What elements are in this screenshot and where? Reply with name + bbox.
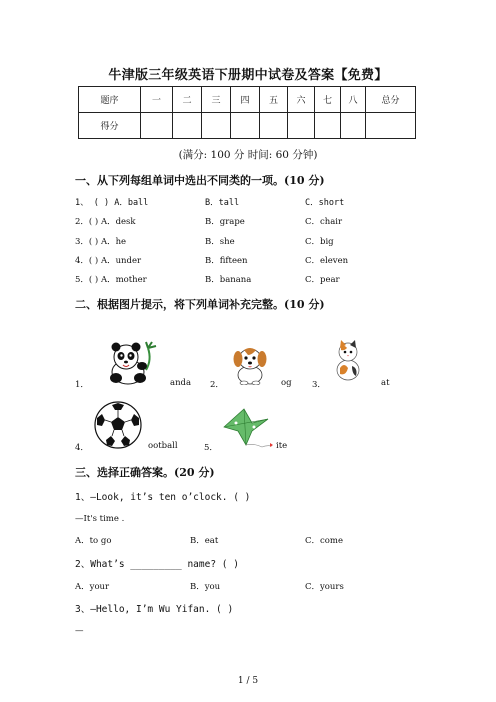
- row-label: 得分: [79, 113, 141, 139]
- page-title: 牛津版三年级英语下册期中试卷及答案【免费】: [108, 68, 388, 83]
- question-sub: —: [75, 626, 84, 636]
- header-cell: 题序: [79, 87, 141, 113]
- score-cell[interactable]: [288, 113, 315, 139]
- question: 1、—Look, it’s ten o’clock. ( ): [75, 492, 251, 503]
- pic-word: ootball: [148, 441, 178, 451]
- q5-option-b: B．banana: [205, 275, 252, 285]
- pic-num: 3．: [312, 380, 326, 390]
- option-a: A．to go: [75, 536, 112, 546]
- q4-option-a: 4．( ) A．under: [75, 256, 142, 266]
- pic-num: 4．: [75, 443, 89, 453]
- header-cell: 六: [288, 87, 315, 113]
- q5-option-a: 5．( ) A．mother: [75, 275, 147, 285]
- option-b: B．you: [190, 582, 221, 592]
- header-cell: 七: [315, 87, 341, 113]
- score-cell[interactable]: [315, 113, 341, 139]
- score-cell[interactable]: [341, 113, 366, 139]
- header-cell: 二: [173, 87, 202, 113]
- q5-option-c: C．pear: [305, 275, 340, 285]
- q1-option-b: B．tall: [205, 198, 240, 208]
- section-heading: 一、从下列每组单词中选出不同类的一项。(10 分): [75, 174, 325, 187]
- question: 2、What’s _________ name? ( ): [75, 559, 239, 570]
- score-header-row: [79, 87, 416, 113]
- header-cell: 一: [141, 87, 173, 113]
- question-sub: —It's time .: [75, 514, 125, 524]
- score-cell[interactable]: [202, 113, 231, 139]
- q1-option-a: 1、 ( ) A．ball: [75, 198, 149, 208]
- pic-num: 2．: [210, 380, 224, 390]
- score-table: [78, 86, 416, 139]
- dog-icon: [230, 343, 270, 385]
- page-number: 1 / 5: [237, 676, 259, 686]
- pic-num: 5．: [204, 443, 218, 453]
- score-cell[interactable]: [366, 113, 416, 139]
- pic-word: at: [381, 378, 390, 388]
- section-heading: 三、选择正确答案。(20 分): [75, 466, 215, 479]
- exam-meta: (满分: 100 分 时间: 60 分钟): [178, 149, 318, 161]
- header-cell: 八: [341, 87, 366, 113]
- pic-word: anda: [170, 378, 192, 388]
- option-b: B．eat: [190, 536, 219, 546]
- panda-icon: [102, 340, 160, 386]
- q3-option-b: B．she: [205, 237, 235, 247]
- kite-icon: [218, 405, 274, 449]
- header-cell: 总分: [366, 87, 416, 113]
- option-c: C．come: [305, 536, 343, 546]
- question: 3、—Hello, I’m Wu Yifan. ( ): [75, 604, 234, 615]
- pic-num: 1．: [75, 380, 89, 390]
- q3-option-a: 3．( ) A．he: [75, 237, 127, 247]
- q3-option-c: C．big: [305, 237, 334, 247]
- pic-word: ite: [276, 441, 288, 451]
- option-a: A．your: [75, 582, 110, 592]
- q4-option-b: B．fifteen: [205, 256, 248, 266]
- q2-option-c: C．chair: [305, 217, 343, 227]
- score-cell[interactable]: [141, 113, 173, 139]
- header-cell: 五: [260, 87, 288, 113]
- q1-option-c: C．short: [305, 198, 345, 208]
- cat-icon: [330, 338, 366, 382]
- score-cell[interactable]: [260, 113, 288, 139]
- q4-option-c: C．eleven: [305, 256, 349, 266]
- header-cell: 四: [231, 87, 260, 113]
- score-cell[interactable]: [231, 113, 260, 139]
- section-heading: 二、根据图片提示，将下列单词补充完整。(10 分): [75, 298, 325, 311]
- option-c: C．yours: [305, 582, 344, 592]
- pic-word: og: [281, 378, 292, 388]
- football-icon: [91, 400, 145, 450]
- score-cell[interactable]: [173, 113, 202, 139]
- q2-option-a: 2．( ) A．desk: [75, 217, 136, 227]
- q2-option-b: B．grape: [205, 217, 245, 227]
- score-value-row: [79, 113, 416, 139]
- header-cell: 三: [202, 87, 231, 113]
